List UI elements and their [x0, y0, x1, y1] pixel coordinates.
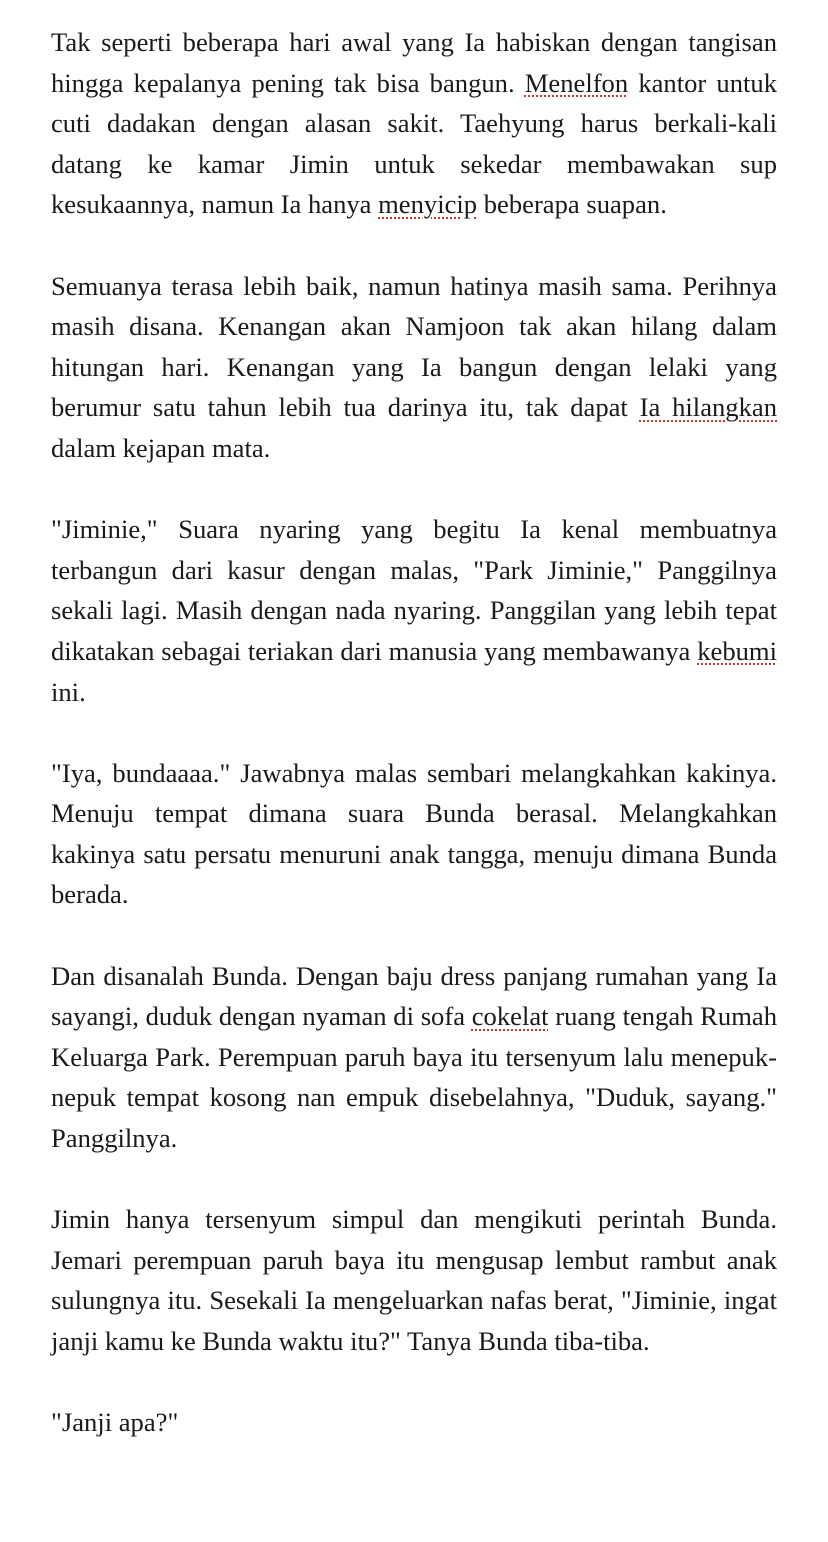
spellcheck-flagged-word[interactable]: Ia hilangkan: [639, 392, 777, 423]
paragraph-1: [51, 22, 777, 225]
paragraph-6: [51, 1199, 777, 1361]
text-segment: "Jiminie," Suara nyaring yang begitu Ia kenal membuatnya terbangun dari kasur dengan malas, "Park Jiminie," Panggilnya sekali lagi. Masih dengan nada nyaring. Panggilan yang lebih tepat dikatakan sebagai teriakan dari manusia yang membawanya: [51, 514, 777, 666]
paragraph-3: [51, 509, 777, 712]
spellcheck-flagged-word[interactable]: Menelfon: [524, 67, 629, 98]
spellcheck-flagged-word[interactable]: cokelat: [471, 1001, 549, 1032]
paragraph-7: [51, 1402, 777, 1443]
text-segment: Dan disanalah Bunda. Dengan baju dress panjang rumahan yang Ia sayangi, duduk dengan nyaman di sofa: [51, 960, 777, 1032]
spellcheck-flagged-word[interactable]: kebumi: [697, 635, 777, 666]
text-segment: ini.: [51, 676, 86, 707]
text-segment: Tak seperti beberapa hari awal yang Ia habiskan dengan tangisan hingga kepalanya pening tak bisa bangun.: [51, 27, 777, 98]
paragraph-5: [51, 956, 777, 1159]
text-segment: Jimin hanya tersenyum simpul dan mengikuti perintah Bunda. Jemari perempuan paruh baya itu mengusap lembut rambut anak sulungnya itu. Sesekali Ia mengeluarkan nafas berat, "Jiminie, ingat janji kamu ke Bunda waktu itu?" Tanya Bunda tiba-tiba.: [51, 1204, 777, 1356]
paragraph-4: [51, 753, 777, 915]
text-segment: kantor untuk cuti dadakan dengan alasan sakit. Taehyung harus berkali-kali datang ke kamar Jimin untuk sekedar membawakan sup kesukaannya, namun Ia hanya: [51, 67, 777, 220]
text-segment: ruang tengah Rumah Keluarga Park. Perempuan paruh baya itu tersenyum lalu menepuk-nepuk tempat kosong nan empuk disebelahnya, "Duduk, sayang." Panggilnya.: [51, 1001, 778, 1154]
text-segment: "Iya, bundaaaa." Jawabnya malas sembari melangkahkan kakinya. Menuju tempat dimana suara Bunda berasal. Melangkahkan kakinya satu persatu menuruni anak tangga, menuju dimana Bunda berada.: [51, 757, 777, 910]
text-segment: beberapa suapan.: [477, 189, 667, 220]
spellcheck-flagged-word[interactable]: menyicip: [378, 189, 478, 220]
text-segment: "Janji apa?": [51, 1407, 179, 1438]
text-segment: dalam kejapan mata.: [51, 432, 271, 463]
paragraph-2: [51, 266, 777, 469]
text-segment: Semuanya terasa lebih baik, namun hatinya masih sama. Perihnya masih disana. Kenangan akan Namjoon tak akan hilang dalam hitungan hari. Kenangan yang Ia bangun dengan lelaki yang berumur satu tahun lebih tua darinya itu, tak dapat: [51, 270, 777, 423]
